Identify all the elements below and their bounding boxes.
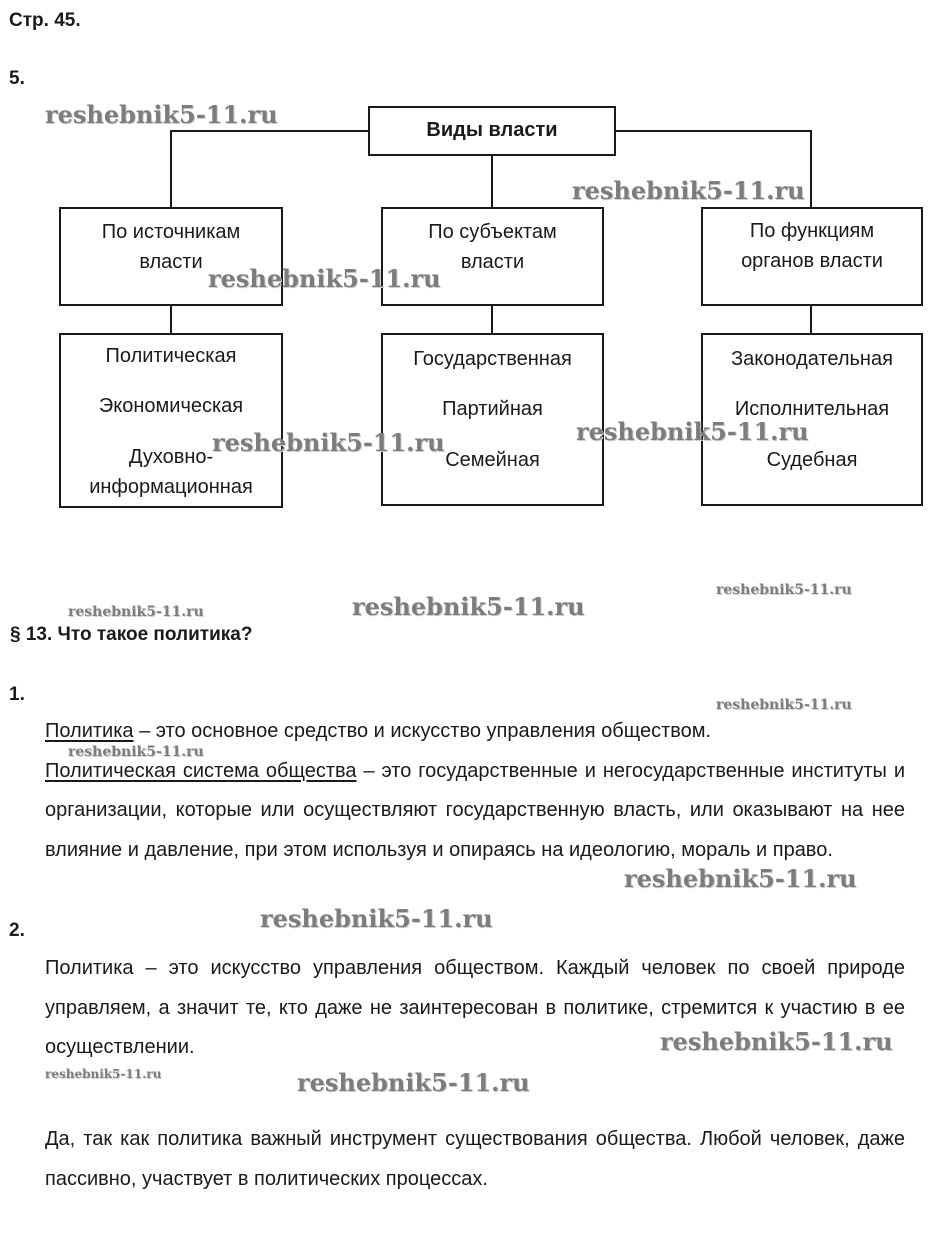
list-item: Судебная bbox=[766, 449, 858, 471]
list-item: Экономическая bbox=[98, 395, 244, 417]
list-item: Партийная bbox=[442, 398, 543, 420]
question-1-number: 1. bbox=[9, 684, 25, 705]
watermark: reshebnik5-11.ru bbox=[352, 592, 585, 621]
list-item: Законодательная bbox=[731, 348, 893, 370]
watermark: reshebnik5-11.ru bbox=[260, 904, 493, 933]
definition-political-system: – это государственные и негосударственные институты и организации, которые или осуществляют государственную власть, или оказывают на нее влияние и давление, при этом используя и опираясь на идеологию, мораль и право. bbox=[45, 759, 906, 861]
list-item: Политическая bbox=[105, 345, 237, 367]
category-title: органов власти bbox=[741, 250, 883, 272]
list-item: Духовно- bbox=[128, 446, 214, 468]
watermark: reshebnik5-11.ru bbox=[576, 417, 809, 446]
watermark: reshebnik5-11.ru bbox=[572, 176, 805, 205]
section-title: § 13. Что такое политика? bbox=[10, 624, 253, 645]
question-2-paragraph-2: Да, так как политика важный инструмент существования общества. Любой человек, даже пассивно, участвует в политических процессах. bbox=[45, 1128, 905, 1190]
category-box-functions bbox=[701, 207, 923, 306]
term-politics: Политика bbox=[45, 720, 134, 742]
diagram-root-box bbox=[368, 106, 616, 156]
question-2-paragraph-1: Политика – это искусство управления обществом. Каждый человек по своей природе управляем, а значит те, кто даже не заинтересован в политике, стремится к участию в ее осуществлении. bbox=[45, 957, 905, 1058]
items-box-subjects bbox=[381, 333, 604, 506]
question-1-answer bbox=[45, 712, 905, 870]
category-title: По субъектам bbox=[428, 221, 557, 243]
question-2-number: 2. bbox=[9, 920, 25, 941]
watermark: reshebnik5-11.ru bbox=[45, 1067, 162, 1081]
list-item: Государственная bbox=[413, 348, 572, 370]
list-item: Исполнительная bbox=[734, 398, 890, 420]
watermark: reshebnik5-11.ru bbox=[624, 864, 857, 893]
diagram-root-label: Виды власти bbox=[426, 119, 558, 141]
category-title: власти bbox=[139, 251, 203, 273]
watermark: reshebnik5-11.ru bbox=[68, 744, 204, 760]
category-title: По функциям bbox=[749, 220, 875, 242]
watermark: reshebnik5-11.ru bbox=[297, 1068, 530, 1097]
category-title: По источникам bbox=[101, 221, 241, 243]
definition-politics: – это основное средство и искусство управления обществом. bbox=[133, 720, 712, 742]
watermark: reshebnik5-11.ru bbox=[208, 264, 441, 293]
watermark: reshebnik5-11.ru bbox=[45, 100, 278, 129]
watermark: reshebnik5-11.ru bbox=[716, 582, 852, 598]
watermark: reshebnik5-11.ru bbox=[68, 604, 204, 620]
category-title: власти bbox=[460, 251, 525, 273]
list-item: информационная bbox=[89, 476, 253, 498]
items-box-sources bbox=[59, 333, 283, 508]
page-header: Стр. 45. bbox=[9, 10, 81, 31]
term-political-system: Политическая система общества bbox=[45, 759, 357, 782]
watermark: reshebnik5-11.ru bbox=[716, 697, 852, 713]
list-item: Семейная bbox=[445, 449, 540, 471]
watermark: reshebnik5-11.ru bbox=[660, 1027, 893, 1056]
watermark: reshebnik5-11.ru bbox=[212, 428, 445, 457]
task-5-number: 5. bbox=[9, 68, 25, 89]
